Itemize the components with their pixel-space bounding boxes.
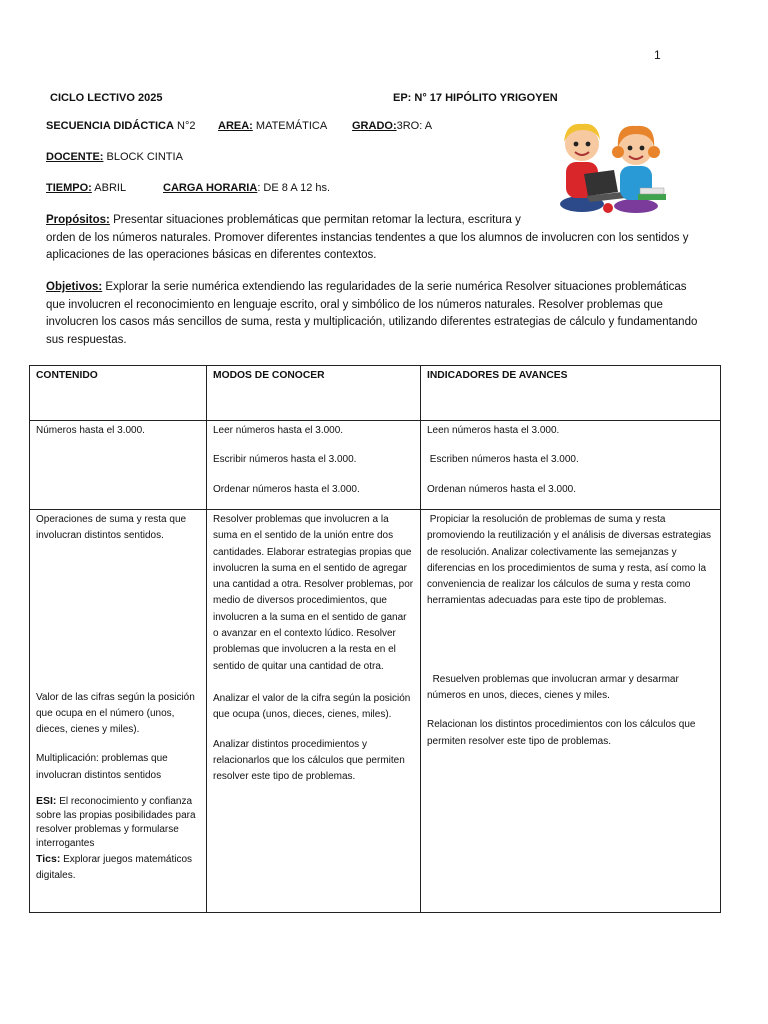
- page-number: 1: [654, 48, 661, 62]
- row1-ind-3: Ordenan números hasta el 3.000.: [427, 483, 576, 495]
- secuencia-value: N°2: [173, 120, 196, 132]
- esi-text: El reconocimiento y confianza sobre las propias posibilidades para resolver problemas y formularse interrogantes: [36, 796, 196, 850]
- header-indicadores: INDICADORES DE AVANCES: [421, 366, 721, 421]
- row2-modos-2: Analizar el valor de la cifra según la posición que ocupa (unos, dieces, cienes, miles).: [213, 692, 411, 721]
- row1-contenido: [30, 421, 207, 510]
- row1-modos-2: Escribir números hasta el 3.000.: [213, 454, 357, 466]
- row2-ind-3: Relacionan los distintos procedimientos con los cálculos que permiten resolver este tipo de problemas.: [427, 719, 696, 747]
- docente-label: DOCENTE:: [46, 151, 104, 163]
- row1-ind-2: Escriben números hasta el 3.000.: [427, 454, 579, 466]
- row2-tics: [36, 851, 200, 885]
- row1-modos-3: Ordenar números hasta el 3.000.: [213, 483, 360, 495]
- row1-modos-1: Leer números hasta el 3.000.: [213, 425, 344, 436]
- docente-line: [46, 151, 183, 163]
- row1-indicadores: [421, 421, 721, 510]
- secuencia-line: [46, 120, 195, 132]
- objetivos: [46, 279, 706, 349]
- docente-value: BLOCK CINTIA: [103, 151, 183, 163]
- row1-ind-1: Leen números hasta el 3.000.: [427, 425, 560, 436]
- objetivos-label: Objetivos:: [46, 281, 103, 293]
- objetivos-line-4: sus respuestas.: [46, 333, 127, 346]
- tiempo-label: TIEMPO:: [46, 182, 92, 194]
- propositos-line-3: aplicaciones de las operaciones básicas en diferentes contextos.: [46, 249, 377, 261]
- objetivos-line-1: [46, 279, 706, 297]
- planning-table: [29, 365, 721, 913]
- kids-laptop-illustration: [552, 112, 672, 216]
- grado-line: [352, 120, 432, 132]
- area-label: AREA:: [218, 120, 253, 132]
- header-contenido: CONTENIDO: [30, 366, 207, 421]
- header-modos: MODOS DE CONOCER: [207, 366, 421, 421]
- area-line: [218, 120, 327, 132]
- grado-value: 3RO: A: [396, 120, 433, 132]
- school-name: EP: N° 17 HIPÓLITO YRIGOYEN: [393, 92, 558, 104]
- table-row: [30, 510, 721, 913]
- tiempo-value: ABRIL: [91, 182, 127, 194]
- row2-contenido-3: Multiplicación: problemas que involucran distintos sentidos: [36, 753, 168, 781]
- propositos: [46, 212, 706, 265]
- propositos-label: Propósitos:: [46, 214, 110, 226]
- tics-label: Tics:: [36, 853, 61, 866]
- propositos-text-1: Presentar situaciones problemáticas que permitan retomar la lectura, escritura y: [109, 214, 521, 226]
- row2-modos-3: Analizar distintos procedimientos y relacionarlos que los cálculos que permiten resolver este tipo de problemas.: [213, 738, 405, 783]
- objetivos-line-3: involucren los casos más sencillos de suma, resta y multiplicación, utilizando diferentes estrategias de cálculo y fundamentando: [46, 316, 698, 328]
- propositos-line-1: [46, 212, 706, 230]
- grado-label: GRADO:: [352, 120, 397, 132]
- area-value: MATEMÁTICA: [252, 120, 328, 132]
- propositos-line-2: orden de los números naturales. Promover diferentes instancias tendentes a que los alumnos de involucren con los sentidos y: [46, 231, 689, 244]
- row2-indicadores: [421, 510, 721, 913]
- row1-contenido-text: Números hasta el 3.000.: [36, 425, 145, 436]
- objetivos-line-2: que involucren el reconocimiento en lenguaje escrito, oral y simbólico de los números naturales. Resolver problemas que: [46, 298, 663, 311]
- row2-contenido-1: Operaciones de suma y resta que involucran distintos sentidos.: [36, 514, 187, 542]
- table-row: [30, 421, 721, 510]
- row2-ind-2: Resuelven problemas que involucran armar y desarmar números en unos, dieces, cienes y miles.: [427, 673, 682, 702]
- secuencia-label: SECUENCIA DIDÁCTICA: [46, 120, 174, 132]
- carga-label: CARGA HORARIA: [163, 182, 258, 194]
- objetivos-text-1: Explorar la serie numérica extendiendo las regularidades de la serie numérica Resolver situaciones problemáticas: [102, 281, 687, 293]
- carga-line: [163, 182, 330, 194]
- row2-modos: [207, 510, 421, 913]
- esi-label: ESI:: [36, 795, 57, 808]
- ciclo-lectivo: CICLO LECTIVO 2025: [50, 92, 163, 104]
- row2-ind-1: Propiciar la resolución de problemas de suma y resta promoviendo la reutilización y el análisis de diversas estrategias de resolución. Analizar colectivamente las semejanzas y diferencias en los procedimientos de suma y resta, así como la conveniencia de realizar los cálculos de suma y resta como herramientas adecuadas para este tipo de problemas.: [427, 514, 714, 607]
- row2-contenido: [30, 510, 207, 913]
- tics-text: Explorar juegos matemáticos digitales.: [36, 854, 193, 882]
- row2-modos-1: Resolver problemas que involucren a la suma en el sentido de la unión entre dos cantidades. Elaborar estrategias propias que involucren la suma en el sentido de agregar una cantidad a otra. Resolver problemas, por medio de diversos procedimientos, que involucren a la suma en el sentido de ganar o avanzar en el contexto lúdico. Resolver problemas que involucren a la resta en el sentido de quitar una cantidad de otra.: [213, 514, 414, 672]
- table-header-row: [30, 366, 721, 421]
- row1-modos: [207, 421, 421, 510]
- carga-value: : DE 8 A 12 hs.: [257, 182, 331, 194]
- row2-contenido-2: Valor de las cifras según la posición que ocupa en el número (unos, dieces, cienes y miles).: [36, 691, 195, 736]
- row2-esi: [36, 794, 200, 851]
- tiempo-line: [46, 182, 126, 194]
